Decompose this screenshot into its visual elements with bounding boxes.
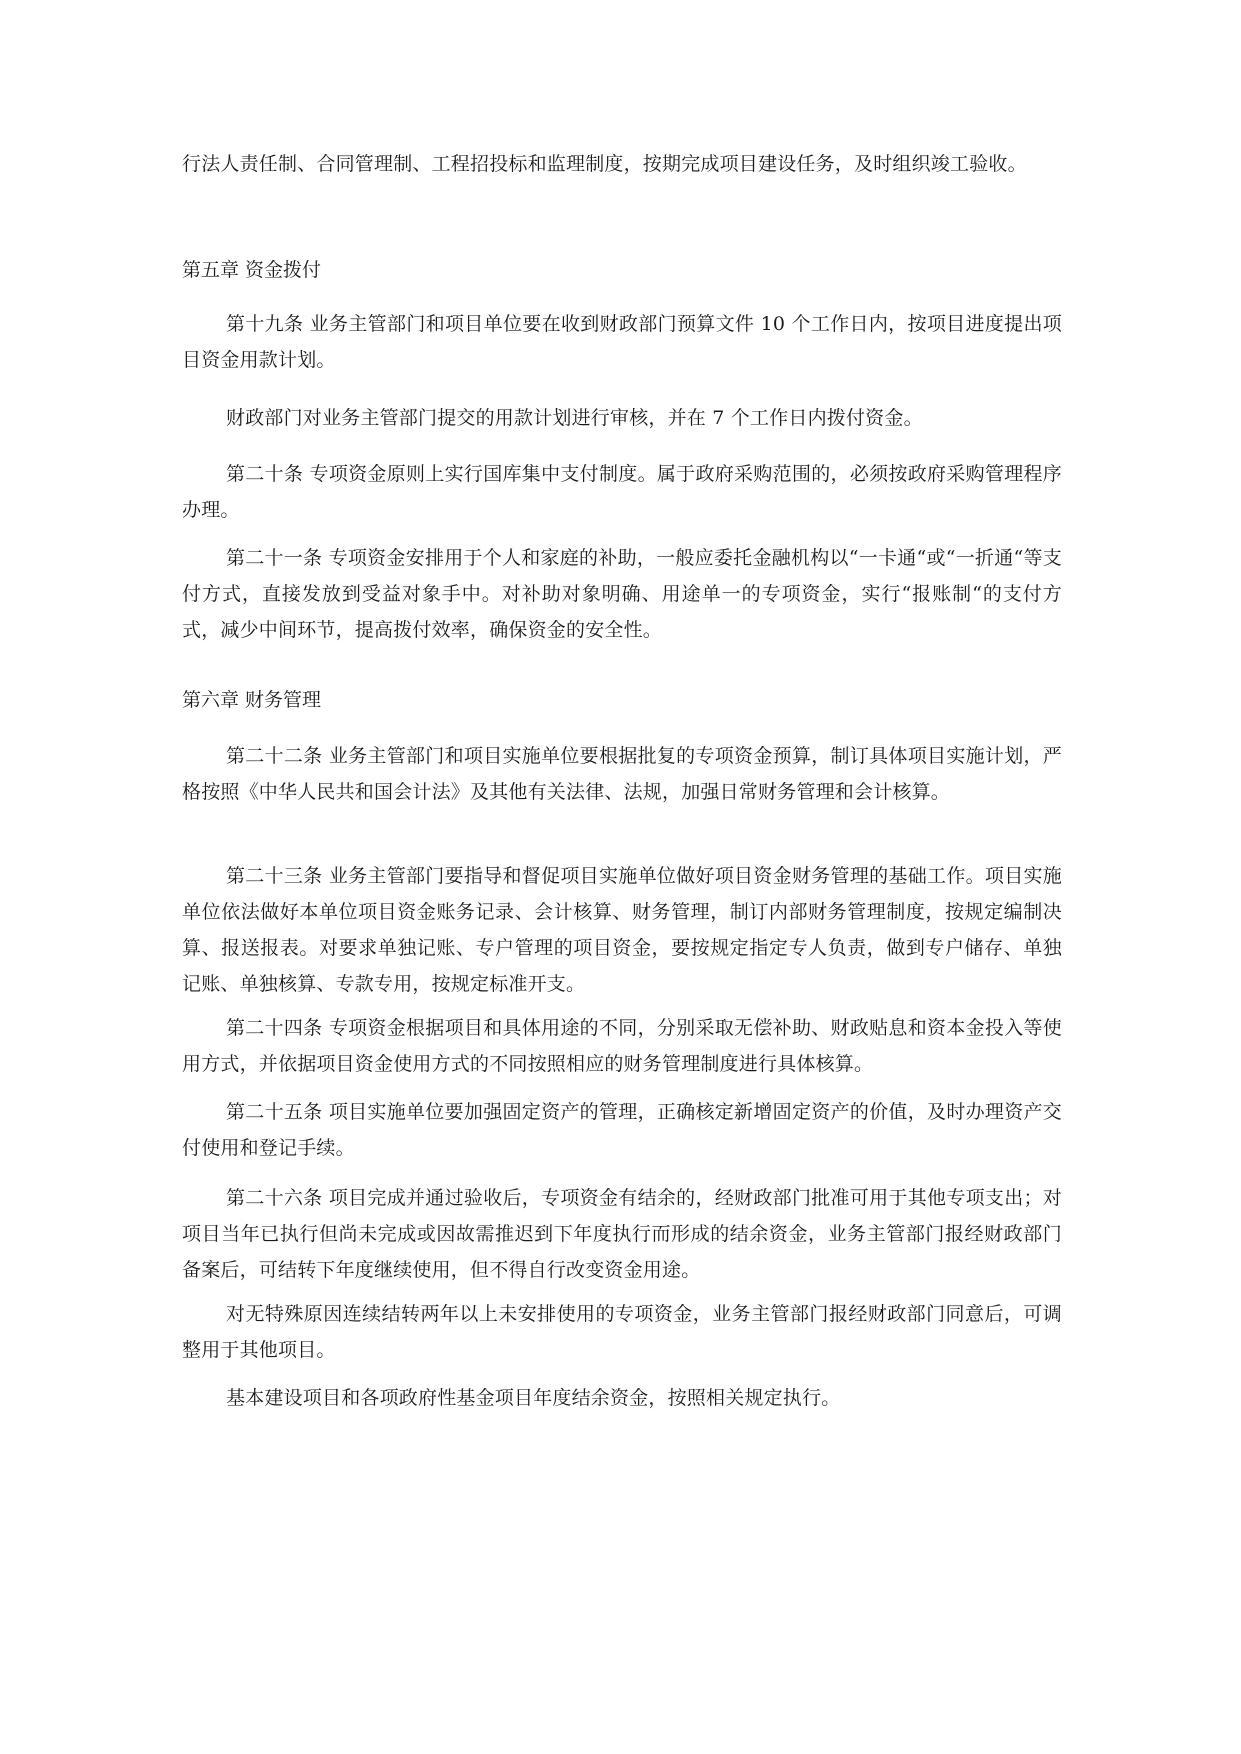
chapter-heading-6: 第六章 财务管理 [182, 689, 322, 711]
article-26: 第二十六条 项目完成并通过验收后，专项资金有结余的，经财政部门批准可用于其他专项支出；对项目当年已执行但尚未完成或因故需推迟到下年度执行而形成的结余资金，业务主管部门报经财政部门备案后，可结转下年度继续使用，但不得自行改变资金用途。 [182, 1187, 1062, 1281]
article-20: 第二十条 专项资金原则上实行国库集中支付制度。属于政府采购范围的，必须按政府采购管理程序办理。 [182, 463, 1062, 521]
article-19: 第十九条 业务主管部门和项目单位要在收到财政部门预算文件 10 个工作日内，按项目进度提出项目资金用款计划。 [182, 313, 1062, 371]
paragraph-continuation: 行法人责任制、合同管理制、工程招投标和监理制度，按期完成项目建设任务，及时组织竣工验收。 [182, 153, 1027, 175]
article-19-paragraph-2: 财政部门对业务主管部门提交的用款计划进行审核，并在 7 个工作日内拨付资金。 [226, 407, 923, 429]
article-26-paragraph-3: 基本建设项目和各项政府性基金项目年度结余资金，按照相关规定执行。 [226, 1387, 841, 1409]
article-24: 第二十四条 专项资金根据项目和具体用途的不同，分别采取无偿补助、财政贴息和资本金投入等使用方式，并依据项目资金使用方式的不同按照相应的财务管理制度进行具体核算。 [182, 1017, 1062, 1075]
article-22: 第二十二条 业务主管部门和项目实施单位要根据批复的专项资金预算，制订具体项目实施计划，严格按照《中华人民共和国会计法》及其他有关法律、法规，加强日常财务管理和会计核算。 [182, 745, 1062, 803]
chapter-heading-5: 第五章 资金拨付 [182, 259, 322, 281]
article-25: 第二十五条 项目实施单位要加强固定资产的管理，正确核定新增固定资产的价值，及时办理资产交付使用和登记手续。 [182, 1101, 1062, 1159]
article-26-paragraph-2: 对无特殊原因连续结转两年以上未安排使用的专项资金，业务主管部门报经财政部门同意后，可调整用于其他项目。 [182, 1303, 1062, 1361]
article-23: 第二十三条 业务主管部门要指导和督促项目实施单位做好项目资金财务管理的基础工作。项目实施单位依法做好本单位项目资金账务记录、会计核算、财务管理，制订内部财务管理制度，按规定编制决算、报送报表。对要求单独记账、专户管理的项目资金，要按规定指定专人负责，做到专户储存、单独记账、单独核算、专款专用，按规定标准开支。 [182, 865, 1062, 995]
article-21: 第二十一条 专项资金安排用于个人和家庭的补助，一般应委托金融机构以“一卡通“或“一折通“等支付方式，直接发放到受益对象手中。对补助对象明确、用途单一的专项资金，实行“报账制“的支付方式，减少中间环节，提高拨付效率，确保资金的安全性。 [182, 547, 1062, 641]
